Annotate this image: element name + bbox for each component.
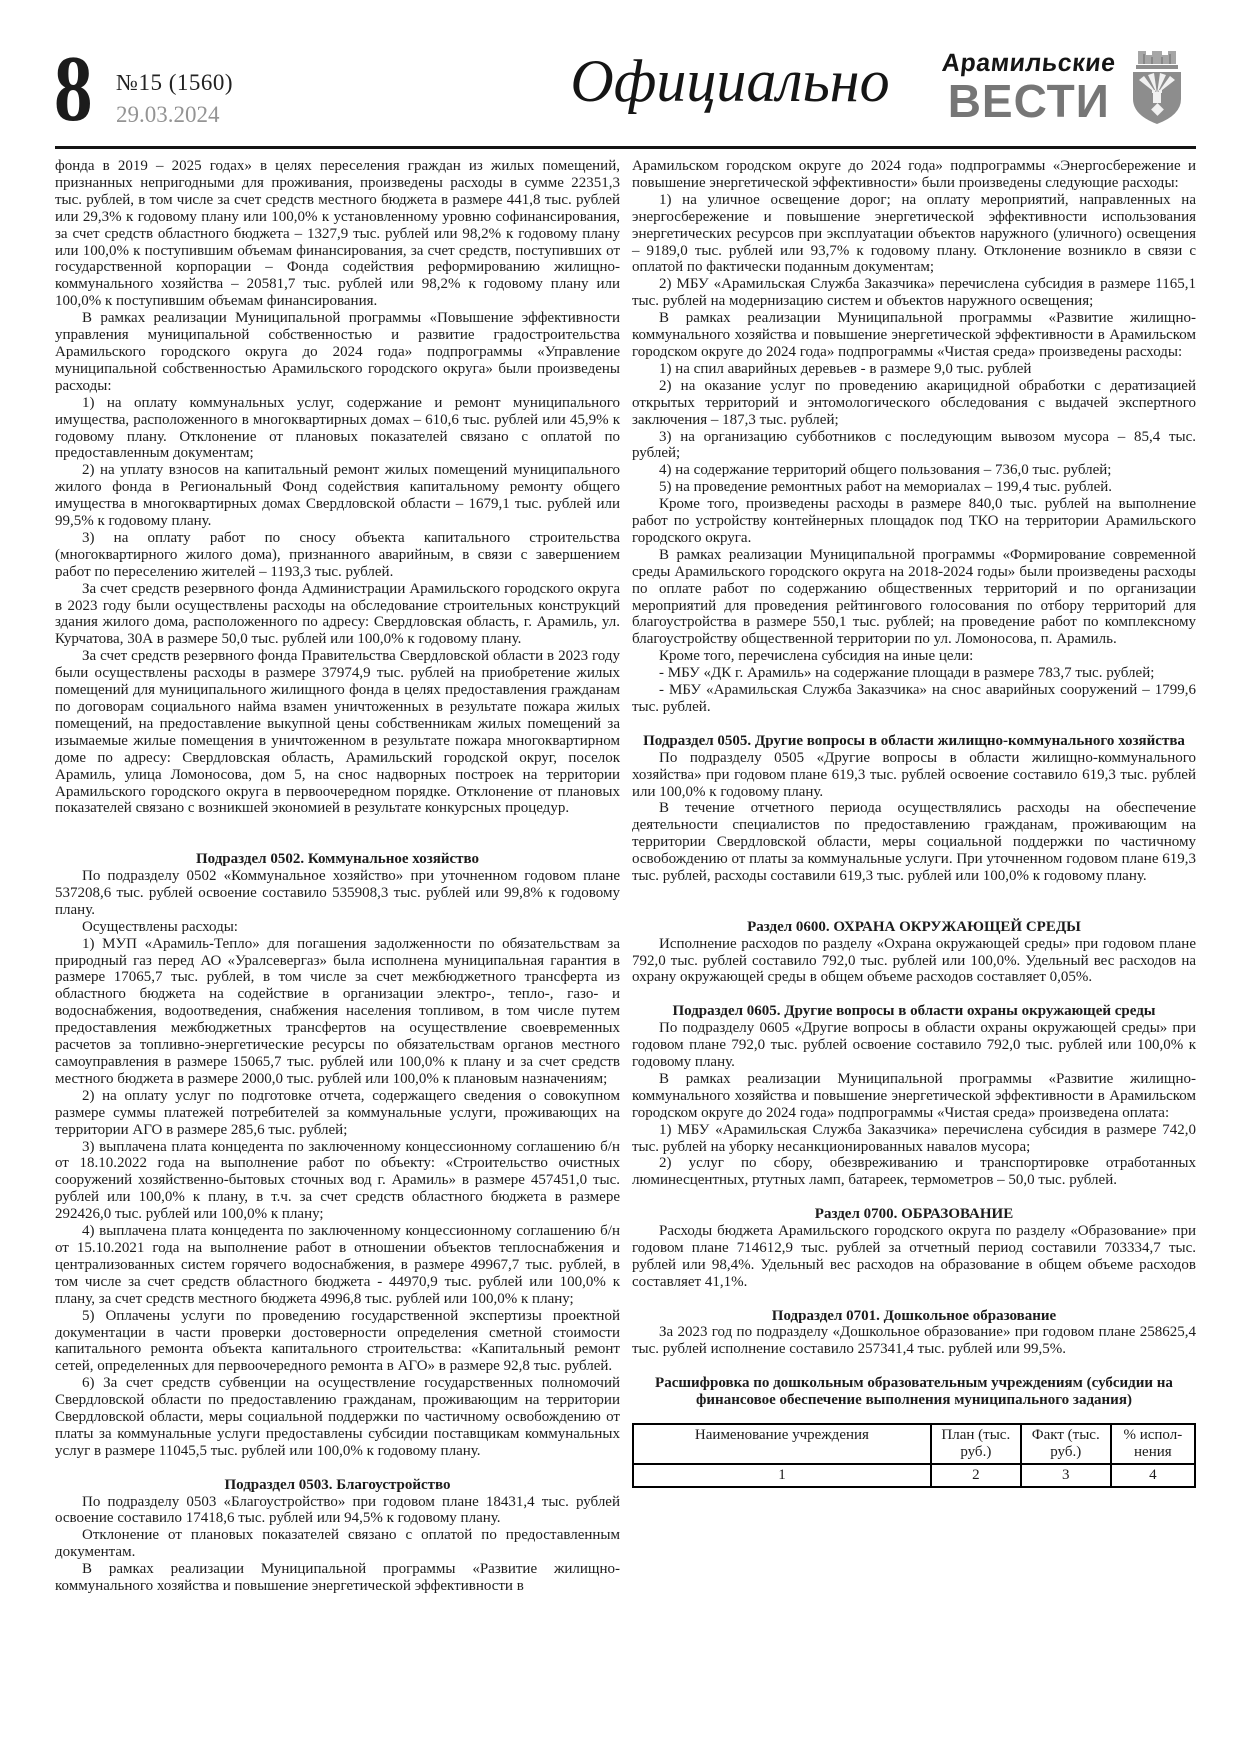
page-number: 8 [54, 37, 93, 141]
paragraph: Арамильском городском округе до 2024 года» подпрограммы «Энергосбережение и повышение энергетической эффективности» были произведены следующие расходы: [632, 158, 1196, 191]
table-cell: 4 [1111, 1464, 1195, 1487]
paragraph: - МБУ «Арамильская Служба Заказчика» на снос аварийных сооружений – 1799,6 тыс. рублей. [632, 682, 1196, 715]
column-right-text [632, 158, 1196, 1409]
paragraph: По подразделу 0502 «Коммунальное хозяйство» при уточненном годовом плане 537208,6 тыс. рублей освоение составило 535908,3 тыс. рублей или 99,8% к годовому плану. [55, 868, 620, 918]
masthead-line1: Арамильские [940, 48, 1118, 77]
paragraph: 2) услуг по сбору, обезвреживанию и транспортировке отработанных люминесцентных, ртутных ламп, батареек, термометров – 50,0 тыс. рублей. [632, 1155, 1196, 1189]
paragraph: Отклонение от плановых показателей связано с оплатой по предоставленным документам. [55, 1527, 620, 1561]
paragraph: 2) на оплату услуг по подготовке отчета, содержащего сведения о совокупном размере суммы платежей потребителей за коммунальные услуги, проживающих на территории АГО в размере 285,6 тыс. рублей; [55, 1087, 620, 1138]
paragraph: 2) МБУ «Арамильская Служба Заказчика» перечислена субсидия в размере 1165,1 тыс. рублей на модернизацию систем и объектов наружного освещения; [632, 276, 1196, 310]
paragraph: 1) МУП «Арамиль-Тепло» для погашения задолженности по обязательствам за природный газ перед АО «Уралсевергаз» была исполнена муниципальная гарантия в размере 17065,7 тыс. рублей, в том числе за счет межбюджетного трансферта из областного бюджета на содействие в организации электро-, тепло-, газо- и водоснабжения, водоотведения, снабжения населения топливом, в том числе путем предоставления межбюджетных трансфертов на осуществление своевременных расчетов за топливно-энергетические ресурсы по обязательствам органов местного самоуправления в размере 15065,7 тыс. рублей или 100,0% к плану и за счет средств местного бюджета в размере 2000,0 тыс. рублей или 100,0% к плановым назначениям; [55, 935, 620, 1087]
table-header-percent: % испол-нения [1111, 1424, 1195, 1464]
preschool-table [632, 1423, 1196, 1488]
emblem-crown-base [1136, 65, 1178, 69]
paragraph: 2) на оказание услуг по проведению акарицидной обработки с дератизацией открытых территорий и энтомологического обследования с выдачей экспертного заключения – 187,3 тыс. рублей; [632, 377, 1196, 428]
paragraph: По подразделу 0605 «Другие вопросы в области охраны окружающей среды» при годовом плане 792,0 тыс. рублей освоение составило 792,0 тыс. рублей или 100,0% к годовому плану. [632, 1020, 1196, 1070]
issue-number: №15 (1560) [116, 70, 234, 95]
paragraph: Расходы бюджета Арамильского городского округа по разделу «Образование» при годовом плане 714612,9 тыс. рублей за отчетный период составили 703334,7 тыс. рублей или 98,4%. Удельный вес расходов на образование в общем объеме расходов составляет 41,1%. [632, 1223, 1196, 1290]
paragraph: 3) выплачена плата концедента по заключенному концессионному соглашению б/н от 18.10.2022 года на выполнение работ по объекту: «Строительство очистных сооружений хозяйственно-бытовых сточных вод г. Арамиль» в размере 457451,0 тыс. рублей или 100,0% к плану, в т.ч. за счет средств областного бюджета в размере 292426,0 тыс. рублей или 100,0% к плану; [55, 1138, 620, 1223]
masthead-text [940, 48, 1118, 127]
header-divider [55, 146, 1196, 149]
paragraph: Кроме того, перечислена субсидия на иные цели: [659, 648, 974, 665]
table-cell: 2 [931, 1464, 1021, 1487]
paragraph: 1) на оплату коммунальных услуг, содержание и ремонт муниципального имущества, расположенного в многоквартирных домах – 610,6 тыс. рублей или 45,9% к годовому плану. Отклонение от плановых показателей связано с оплатой по предоставленным документам; [55, 394, 620, 462]
section-heading: Подраздел 0502. Коммунальное хозяйство [195, 851, 480, 868]
section-heading: Подраздел 0701. Дошкольное образование [771, 1307, 1057, 1324]
paragraph: 5) на проведение ремонтных работ на мемориалах – 199,4 тыс. рублей. [659, 479, 1113, 496]
masthead-line2: ВЕСТИ [947, 74, 1110, 127]
paragraph: 2) на уплату взносов на капитальный ремонт жилых помещений муниципального жилого фонда в Региональный Фонд содействия капитальному ремонту общего имущества в многоквартирных домах Свердловской области – 1679,1 тыс. рублей или 99,5% к годовому плану. [55, 462, 620, 530]
paragraph: 1) на спил аварийных деревьев - в размере 9,0 тыс. рублей [659, 360, 1032, 377]
masthead [942, 46, 1188, 126]
table-header-fact: Факт (тыс. руб.) [1021, 1424, 1111, 1464]
section-heading: Раздел 0700. ОБРАЗОВАНИЕ [814, 1206, 1014, 1223]
paragraph: По подразделу 0505 «Другие вопросы в области жилищно-коммунального хозяйства» при годовом плане 619,3 тыс. рублей освоение составило 619,3 тыс. рублей или 100,0% к годовому плану. [632, 749, 1196, 800]
issue-block [116, 70, 233, 128]
paragraph: В рамках реализации Муниципальной программы «Развитие жилищно-коммунального хозяйства и повышение энергетической эффективности в Арамильском городском округе до 2024 года» подпрограммы «Чистая среда» произведена оплата: [632, 1070, 1196, 1121]
paragraph: 4) на содержание территорий общего пользования – 736,0 тыс. рублей; [659, 462, 1112, 479]
paragraph: 5) Оплачены услуги по проведению государственной экспертизы проектной документации в части проверки достоверности определения сметной стоимости капитального ремонта объекта капитального строительства: «Капитальный ремонт сетей, определенных для первоочередного ремонта в АГО» в размере 92,8 тыс. рублей. [55, 1307, 620, 1375]
paragraph: В течение отчетного периода осуществлялись расходы на обеспечение деятельности специалистов по предоставлению гражданам, проживающим на территории Свердловской области, меры социальной поддержки по частичному освобождению от платы за коммунальные услуги. При уточненном годовом плане 619,3 тыс. рублей, расходы составили 619,3 тыс. рублей или 100,0% к годовому плану. [632, 800, 1196, 885]
section-heading: Подраздел 0605. Другие вопросы в области охраны окружающей среды [672, 1003, 1156, 1020]
paragraph: 6) За счет средств субвенции на осуществление государственных полномочий Свердловской области по предоставлению гражданам, проживающим на территории Свердловской области, меры социальной поддержки по частичному освобождению от платы за коммунальные услуги предоставлены субсидии поставщикам коммунальных услуг в размере 11045,5 тыс. рублей или 100,0% к годовому плану. [55, 1375, 620, 1459]
paragraph: За 2023 год по подразделу «Дошкольное образование» при годовом плане 258625,4 тыс. рублей исполнение составило 257341,4 тыс. рублей или 99,5%. [632, 1324, 1196, 1358]
paragraph: 3) на организацию субботников с последующим вывозом мусора – 85,4 тыс. рублей; [632, 428, 1196, 462]
paragraph: Осуществлены расходы: [82, 918, 238, 935]
table-cell: 3 [1021, 1464, 1111, 1487]
section-heading: Раздел 0600. ОХРАНА ОКРУЖАЮЩЕЙ СРЕДЫ [747, 918, 1081, 935]
paragraph: 4) выплачена плата концедента по заключенному концессионному соглашению б/н от 15.10.2021 года на выполнение работ в отношении объектов теплоснабжения и централизованных систем горячего водоснабжения, в размере 49967,7 тыс. рублей, в том числе за счет средств областного бюджета - 44970,9 тыс. рублей или 100,0% к плану, за счет средств местного бюджета 4996,8 тыс. рублей или 100,0% к плану; [55, 1223, 620, 1307]
coat-of-arms-icon [1126, 46, 1188, 126]
paragraph: По подразделу 0503 «Благоустройство» при годовом плане 18431,4 тыс. рублей освоение составило 17418,6 тыс. рублей или 94,5% к годовому плану. [55, 1493, 620, 1527]
issue-date: 29.03.2024 [116, 102, 220, 128]
paragraph: - МБУ «ДК г. Арамиль» на содержание площади в размере 783,7 тыс. рублей; [659, 665, 1155, 682]
paragraph: фонда в 2019 – 2025 годах» в целях переселения граждан из жилых помещений, признанных непригодными для проживания, произведены расходы в сумме 22351,3 тыс. рублей, в том числе за счет средств местного бюджета в размере 441,8 тыс. рублей или 29,3% к годовому плану или 100,0% к установленному уровню софинансирования, за счет средств областного бюджета – 1327,9 тыс. рублей или 98,2% к годовому плану или 100,0% к поступившим объемам финансирования, за счет средств, поступивших от государственной корпорации – Фонда содействия реформированию жилищно-коммунального хозяйства – 20581,7 тыс. рублей или 98,2% к годовому плану или 100,0% к поступившим объемам финансирования. [55, 158, 620, 310]
table-header-row [633, 1424, 1195, 1464]
column-right [632, 158, 1196, 1488]
section-heading: Подраздел 0503. Благоустройство [224, 1476, 451, 1493]
paragraph: 1) МБУ «Арамильская Служба Заказчика» перечислена субсидия в размере 742,0 тыс. рублей на уборку несанкционированных навалов мусора; [632, 1121, 1196, 1155]
table-cell: 1 [633, 1464, 931, 1487]
paragraph: В рамках реализации Муниципальной программы «Развитие жилищно-коммунального хозяйства и повышение энергетической эффективности в Арамильском городском округе до 2024 года» подпрограммы «Чистая среда» произведены расходы: [632, 310, 1196, 360]
paragraph: За счет средств резервного фонда Администрации Арамильского городского округа в 2023 году были осуществлены расходы на обследование строительных конструкций здания жилого дома, расположенного по адресу: Свердловская область, г. Арамиль, ул. Курчатова, 30А в размере 50,0 тыс. рублей или 100,0% к годовому плану. [55, 580, 620, 648]
column-left [55, 158, 620, 1595]
paragraph: 3) на оплату работ по сносу объекта капитального строительства (многоквартирного жилого дома), признанного аварийным, в связи с завершением работ по переселению жителей – 1193,3 тыс. рублей. [55, 529, 620, 580]
paragraph: В рамках реализации Муниципальной программы «Формирование современной среды Арамильского городского округа на 2018-2024 годы» были произведены расходы по оплате работ по содержанию общественных территорий и по организации мероприятий для проведения рейтингового голосования по отбору территорий для благоустройства в размере 550,1 тыс. рублей; на проведение работ по комплексному благоустройству общественной территории по ул. Ломоносова, п. Арамиль. [632, 546, 1196, 648]
section-heading: Расшифровка по дошкольным образовательным учреждениям (субсидии на финансовое обеспечение выполнения муниципального задания) [655, 1375, 1173, 1409]
paragraph: В рамках реализации Муниципальной программы «Повышение эффективности управления муниципальной собственностью и развитие градостроительства Арамильского городского округа до 2024 года» подпрограммы «Управление муниципальной собственностью Арамильского городского округа» были произведены расходы: [55, 310, 620, 394]
paragraph: Исполнение расходов по разделу «Охрана окружающей среды» при годовом плане 792,0 тыс. рублей составило 792,0 тыс. рублей или 100,0%. Удельный вес расходов на охрану окружающей среды в общем объеме расходов составляет 0,05%. [632, 935, 1196, 986]
paragraph: 1) на уличное освещение дорог; на оплату мероприятий, направленных на энергосбережение и повышение энергетической эффективности использования энергетических ресурсов при эксплуатации объектов наружного (уличного) освещения – 9189,0 тыс. рублей или 93,7% к годовому плану. Отклонение возникло в связи с оплатой по фактически поданным документам; [632, 191, 1196, 276]
paragraph: Кроме того, произведены расходы в размере 840,0 тыс. рублей на выполнение работ по устройству контейнерных площадок под ТКО на территории Арамильского городского округа. [632, 496, 1196, 546]
paragraph: За счет средств резервного фонда Правительства Свердловской области в 2023 году были осуществлены расходы в размере 37974,9 тыс. рублей на приобретение жилых помещений для муниципального жилищного фонда в целях предоставления гражданам по договорам социального найма взамен уничтоженных в результате пожара жилых помещений, на предоставление выкупной цены собственникам жилых помещений за изымаемые жилые помещения в уничтоженном в результате пожара многоквартирном доме по адресу: Свердловская область, Арамильский городской округ, поселок Арамиль, улица Ломоносова, дом 5, на снос надворных построек на территории Арамильского городского округа в первоочередном порядке. Отклонение от плановых показателей связано с возникшей экономией в результате конкурсных процедур. [55, 648, 620, 817]
table-header-plan: План (тыс. руб.) [931, 1424, 1021, 1464]
section-title: Официально [570, 48, 890, 114]
paragraph: В рамках реализации Муниципальной программы «Развитие жилищно-коммунального хозяйства и повышение энергетической эффективности в [55, 1561, 620, 1595]
table-header-institution: Наименование учреждения [633, 1424, 931, 1464]
table-row [633, 1464, 1195, 1487]
section-heading: Подраздел 0505. Другие вопросы в области жилищно-коммунального хозяйства [643, 732, 1185, 749]
